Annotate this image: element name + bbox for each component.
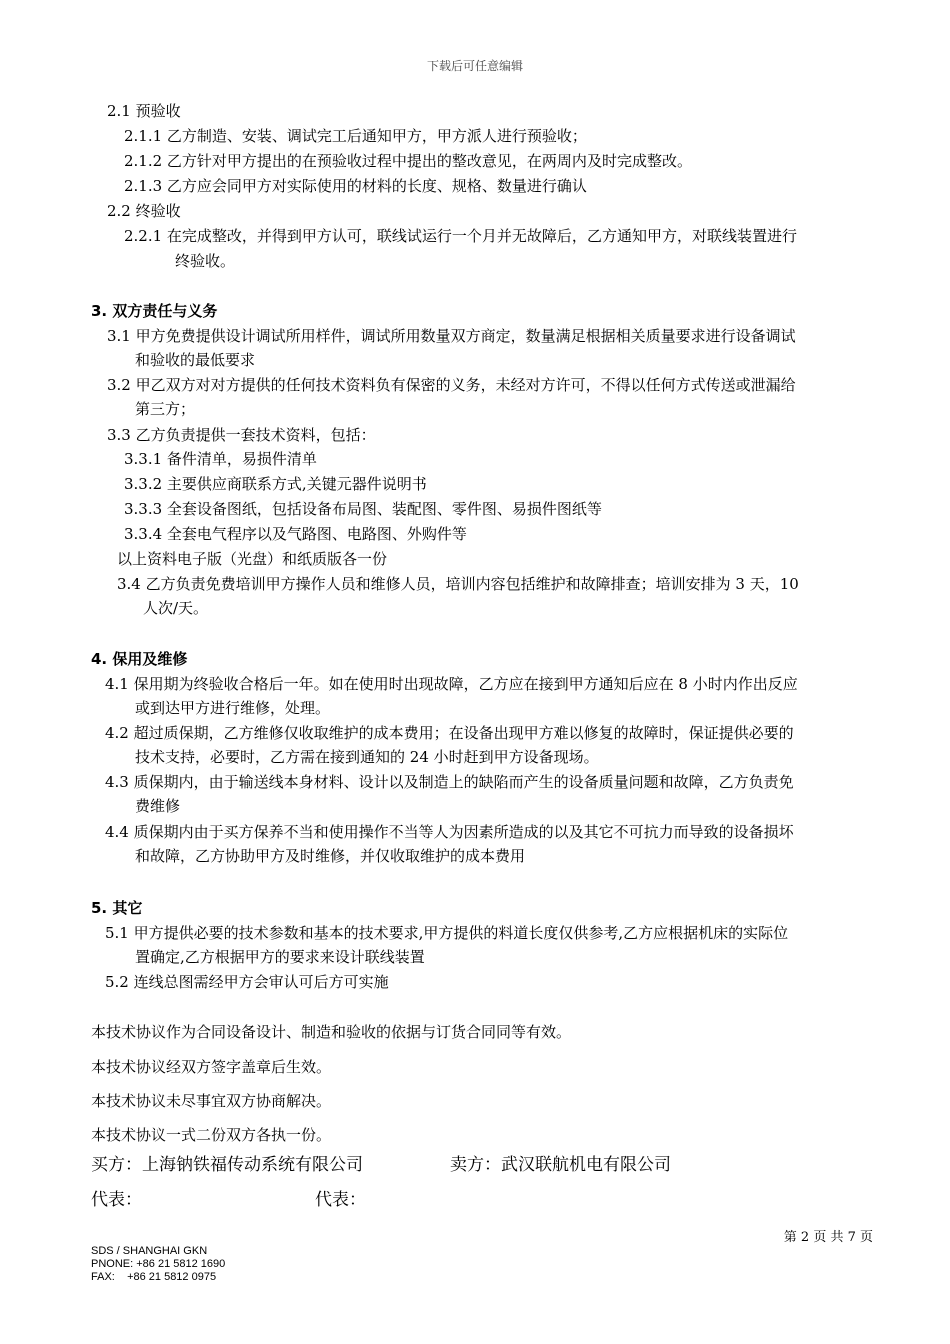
clause-5-2: 5.2 连线总图需经甲方会审认可后方可实施 bbox=[105, 973, 389, 991]
section-3-title: 3. 双方责任与义务 bbox=[91, 302, 218, 320]
clause-4-3-cont: 费维修 bbox=[135, 797, 181, 815]
footer-fax: FAX: +86 21 5812 0975 bbox=[91, 1271, 217, 1283]
clause-2-1: 2.1 预验收 bbox=[107, 102, 181, 120]
header-note: 下载后可任意编辑 bbox=[426, 59, 523, 73]
clause-3-3-2: 3.3.2 主要供应商联系方式,关键元器件说明书 bbox=[124, 475, 427, 493]
clause-2-2: 2.2 终验收 bbox=[107, 202, 181, 220]
page-number: 第 2 页 共 7 页 bbox=[783, 1230, 873, 1245]
clause-3-2-cont: 第三方； bbox=[135, 400, 196, 418]
closing-paragraph-4: 本技术协议一式二份双方各执一份。 bbox=[91, 1126, 332, 1144]
clause-3-4: 3.4 乙方负责免费培训甲方操作人员和维修人员，培训内容包括维护和故障排查；培训安排为 3 天，10 bbox=[117, 575, 799, 593]
clause-3-3: 3.3 乙方负责提供一套技术资料，包括： bbox=[107, 426, 376, 444]
clause-3-1: 3.1 甲方免费提供设计调试所用样件，调试所用数量双方商定，数量满足根据相关质量要求进行设备调试 bbox=[107, 327, 796, 345]
clause-4-3: 4.3 质保期内，由于输送线本身材料、设计以及制造上的缺陷而产生的设备质量问题和故障，乙方负责免 bbox=[105, 773, 794, 791]
clause-2-1-1: 2.1.1 乙方制造、安装、调试完工后通知甲方，甲方派人进行预验收； bbox=[124, 127, 587, 145]
clause-3-2: 3.2 甲乙双方对对方提供的任何技术资料负有保密的义务，未经对方许可，不得以任何方式传送或泄漏给 bbox=[107, 376, 796, 394]
clause-2-2-1: 2.2.1 在完成整改，并得到甲方认可，联线试运行一个月并无故障后，乙方通知甲方，对联线装置进行 bbox=[124, 227, 797, 245]
clause-4-4-cont: 和故障，乙方协助甲方及时维修，并仅收取维护的成本费用 bbox=[135, 847, 526, 865]
clause-3-3-1: 3.3.1 备件清单，易损件清单 bbox=[124, 450, 317, 468]
seller-representative-label: 代表： bbox=[315, 1190, 366, 1210]
buyer-representative-label: 代表： bbox=[91, 1190, 142, 1210]
clause-4-2: 4.2 超过质保期，乙方维修仅收取维护的成本费用；在设备出现甲方难以修复的故障时，保证提供必要的 bbox=[105, 724, 794, 742]
seller-name: 卖方：武汉联航机电有限公司 bbox=[450, 1155, 671, 1175]
clause-4-1-cont: 或到达甲方进行维修，处理。 bbox=[135, 699, 331, 717]
section-4-title: 4. 保用及维修 bbox=[91, 650, 188, 668]
closing-paragraph-2: 本技术协议经双方签字盖章后生效。 bbox=[91, 1058, 332, 1076]
clause-2-1-3: 2.1.3 乙方应会同甲方对实际使用的材料的长度、规格、数量进行确认 bbox=[124, 177, 587, 195]
materials-note: 以上资料电子版（光盘）和纸质版各一份 bbox=[117, 550, 388, 568]
footer-phone: PNONE: +86 21 5812 1690 bbox=[91, 1258, 226, 1270]
clause-3-3-4: 3.3.4 全套电气程序以及气路图、电路图、外购件等 bbox=[124, 525, 467, 543]
clause-3-3-3: 3.3.3 全套设备图纸，包括设备布局图、装配图、零件图、易损件图纸等 bbox=[124, 500, 602, 518]
closing-paragraph-3: 本技术协议未尽事宜双方协商解决。 bbox=[91, 1092, 332, 1110]
closing-paragraph-1: 本技术协议作为合同设备设计、制造和验收的依据与订货合同同等有效。 bbox=[91, 1023, 572, 1041]
clause-3-4-cont: 人次/天。 bbox=[143, 599, 209, 617]
clause-4-4: 4.4 质保期内由于买方保养不当和使用操作不当等人为因素所造成的以及其它不可抗力而导致的设备损坏 bbox=[105, 823, 794, 841]
clause-2-2-1-cont: 终验收。 bbox=[175, 252, 236, 270]
footer-company: SDS / SHANGHAI GKN bbox=[91, 1245, 208, 1257]
clause-4-2-cont: 技术支持，必要时，乙方需在接到通知的 24 小时赶到甲方设备现场。 bbox=[135, 748, 599, 766]
clause-3-1-cont: 和验收的最低要求 bbox=[135, 351, 256, 369]
buyer-name: 买方：上海钠铁福传动系统有限公司 bbox=[91, 1155, 363, 1175]
section-5-title: 5. 其它 bbox=[91, 899, 143, 917]
clause-4-1: 4.1 保用期为终验收合格后一年。如在使用时出现故障，乙方应在接到甲方通知后应在 8 小时内作出反应 bbox=[105, 675, 798, 693]
clause-2-1-2: 2.1.2 乙方针对甲方提出的在预验收过程中提出的整改意见，在两周内及时完成整改。 bbox=[124, 152, 692, 170]
clause-5-1: 5.1 甲方提供必要的技术参数和基本的技术要求,甲方提供的料道长度仅供参考,乙方应根据机床的实际位 bbox=[105, 924, 789, 942]
clause-5-1-cont: 置确定,乙方根据甲方的要求来设计联线装置 bbox=[135, 948, 425, 966]
